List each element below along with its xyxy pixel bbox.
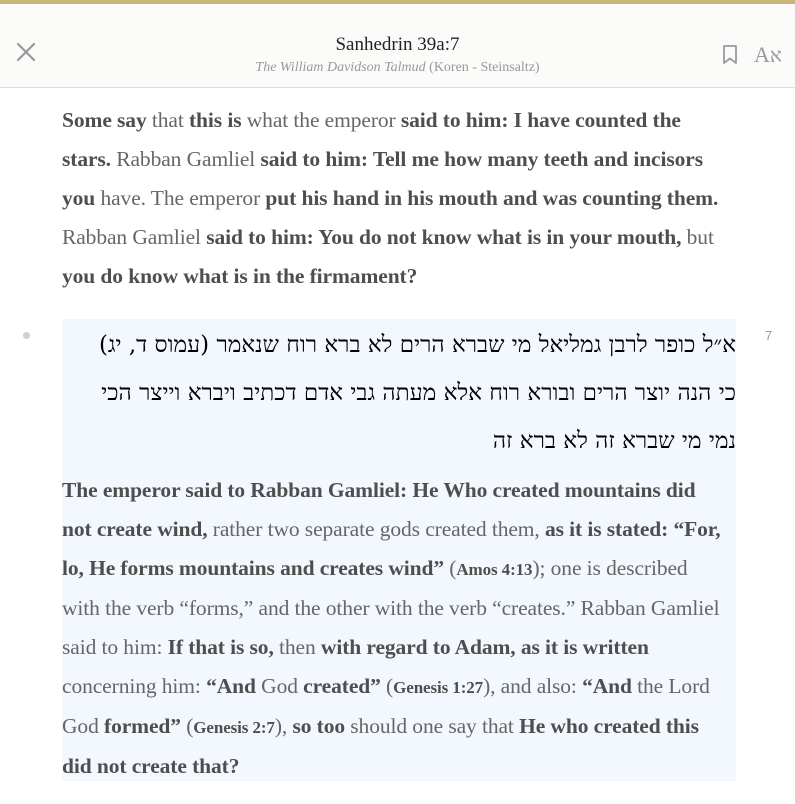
version-translators: (Koren - Steinsaltz) [429,60,540,75]
version-work-title: The William Davidson Talmud [255,60,426,75]
bookmark-button[interactable] [721,44,739,66]
bookmark-icon [721,44,739,66]
latin-a-icon: A [754,42,770,67]
reader-header [0,4,795,88]
segment-7-english: The emperor said to Rabban Gamliel: He Who created mountains did not create wind, rather two separate gods created them, as it is stated: “For, lo, He forms mountains and creates wind” (Amos 4:13); one is described with the verb “forms,” and the other with the verb “creates.” Rabban Gamliel said to him: If that is so, then with regard to Adam, as it is written concerning him: “And God created” (Genesis 1:27), and also: “And the Lord God formed” (Genesis 2:7), so too should one say that He who created this did not create that? [62,478,721,778]
language-toggle-button[interactable] [754,42,782,68]
segment-marker-dot[interactable] [23,332,30,339]
segment-6-english[interactable]: Some say that this is what the emperor said to him: I have counted the stars. Rabban Gamliel said to him: Tell me how many teeth and incisors you have. The emperor put his hand in his mouth and was counting them. Rabban Gamliel said to him: You do not know what is in your mouth, but you do know what is in the firmament? [62,108,719,288]
segment-number[interactable]: 7 [765,328,773,343]
citation-link[interactable]: Amos 4:13 [456,560,533,579]
segment-7-highlighted[interactable] [62,319,736,781]
version-title[interactable] [0,60,795,76]
hebrew-aleph-icon: א [769,43,782,67]
citation-link[interactable]: Genesis 2:7 [193,718,275,737]
citation-link[interactable]: Genesis 1:27 [393,678,484,697]
text-ref-title[interactable]: Sanhedrin 39a:7 [335,34,460,55]
segment-7-hebrew: א״ל כופר לרבן גמליאל מי שברא הרים לא ברא רוח שנאמר (עמוס ד, יג) כי הנה יוצר הרים ובורא רוח אלא מעתה גבי אדם דכתיב ויברא וייצר הכי נמי מי שברא זה לא ברא זה [98,332,736,454]
